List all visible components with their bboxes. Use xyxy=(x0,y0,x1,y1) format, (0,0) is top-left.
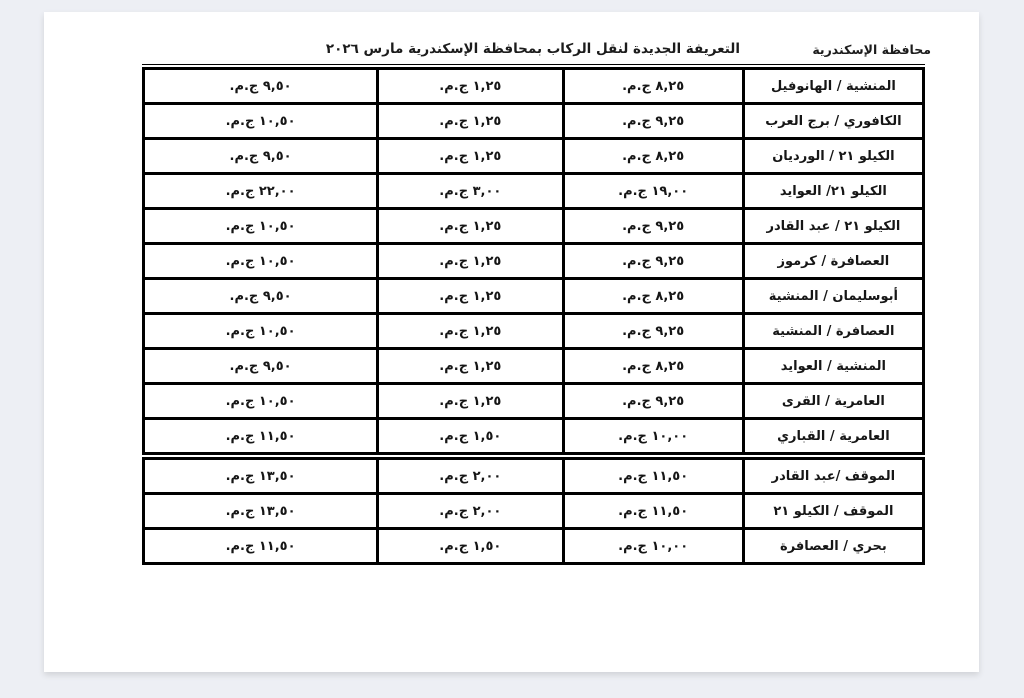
price1-cell: ٩,٢٥ ج.م. xyxy=(563,384,743,419)
route-cell: الكافوري / برج العرب xyxy=(743,104,923,139)
route-cell: المنشية / العوايد xyxy=(743,349,923,384)
price2-cell: ١,٢٥ ج.م. xyxy=(378,139,563,174)
price1-cell: ٩,٢٥ ج.م. xyxy=(563,104,743,139)
route-cell: أبوسليمان / المنشية xyxy=(743,279,923,314)
price1-cell: ٩,٢٥ ج.م. xyxy=(563,314,743,349)
price2-cell: ١,٢٥ ج.م. xyxy=(378,69,563,104)
price3-cell: ٩,٥٠ ج.م. xyxy=(144,139,378,174)
price3-cell: ١١,٥٠ ج.م. xyxy=(144,419,378,454)
price3-cell: ١٣,٥٠ ج.م. xyxy=(144,459,378,494)
price2-cell: ١,٢٥ ج.م. xyxy=(378,209,563,244)
price1-cell: ٨,٢٥ ج.م. xyxy=(563,139,743,174)
fare-table xyxy=(142,64,925,565)
table-row xyxy=(144,314,924,349)
price1-cell: ٨,٢٥ ج.م. xyxy=(563,69,743,104)
price3-cell: ١١,٥٠ ج.م. xyxy=(144,529,378,564)
table-row xyxy=(144,174,924,209)
table-top-rule xyxy=(142,64,925,65)
price2-cell: ١,٢٥ ج.م. xyxy=(378,244,563,279)
price3-cell: ٩,٥٠ ج.م. xyxy=(144,279,378,314)
page-title: التعريفة الجديدة لنقل الركاب بمحافظة الإسكندرية مارس ٢٠٢٦ xyxy=(325,41,740,57)
route-cell: المنشية / الهانوفيل xyxy=(743,69,923,104)
price2-cell: ٣,٠٠ ج.م. xyxy=(378,174,563,209)
table-row xyxy=(144,244,924,279)
table-row xyxy=(144,69,924,104)
price3-cell: ٢٢,٠٠ ج.م. xyxy=(144,174,378,209)
route-cell: الكيلو ٢١/ العوايد xyxy=(743,174,923,209)
table-row xyxy=(144,139,924,174)
route-cell: الموقف /عبد القادر xyxy=(743,459,923,494)
route-cell: العصافرة / كرموز xyxy=(743,244,923,279)
price1-cell: ٨,٢٥ ج.م. xyxy=(563,279,743,314)
price2-cell: ١,٢٥ ج.م. xyxy=(378,104,563,139)
table-row xyxy=(144,349,924,384)
table-row xyxy=(144,529,924,564)
route-cell: العامرية / القرى xyxy=(743,384,923,419)
table-row xyxy=(144,419,924,454)
price3-cell: ٩,٥٠ ج.م. xyxy=(144,69,378,104)
route-cell: العامرية / القباري xyxy=(743,419,923,454)
price2-cell: ١,٢٥ ج.م. xyxy=(378,279,563,314)
price3-cell: ١٠,٥٠ ج.م. xyxy=(144,209,378,244)
price3-cell: ١٠,٥٠ ج.م. xyxy=(144,244,378,279)
document-page xyxy=(44,12,979,672)
route-cell: الموقف / الكيلو ٢١ xyxy=(743,494,923,529)
price2-cell: ١,٢٥ ج.م. xyxy=(378,384,563,419)
route-cell: بحري / العصافرة xyxy=(743,529,923,564)
route-cell: الكيلو ٢١ / عبد القادر xyxy=(743,209,923,244)
price1-cell: ١٠,٠٠ ج.م. xyxy=(563,529,743,564)
table-row xyxy=(144,279,924,314)
price3-cell: ١٠,٥٠ ج.م. xyxy=(144,104,378,139)
price3-cell: ١٠,٥٠ ج.م. xyxy=(144,314,378,349)
table-row xyxy=(144,459,924,494)
price2-cell: ١,٥٠ ج.م. xyxy=(378,529,563,564)
price1-cell: ١٩,٠٠ ج.م. xyxy=(563,174,743,209)
governorate-title: محافظة الإسكندرية xyxy=(812,42,931,57)
price2-cell: ١,٥٠ ج.م. xyxy=(378,419,563,454)
price2-cell: ١,٢٥ ج.م. xyxy=(378,314,563,349)
route-cell: الكيلو ٢١ / الورديان xyxy=(743,139,923,174)
price2-cell: ٢,٠٠ ج.م. xyxy=(378,459,563,494)
price1-cell: ٩,٢٥ ج.م. xyxy=(563,209,743,244)
price3-cell: ٩,٥٠ ج.م. xyxy=(144,349,378,384)
price1-cell: ٩,٢٥ ج.م. xyxy=(563,244,743,279)
route-cell: العصافرة / المنشية xyxy=(743,314,923,349)
price3-cell: ١٠,٥٠ ج.م. xyxy=(144,384,378,419)
table-row xyxy=(144,209,924,244)
price1-cell: ١١,٥٠ ج.م. xyxy=(563,459,743,494)
table-row xyxy=(144,104,924,139)
price3-cell: ١٣,٥٠ ج.م. xyxy=(144,494,378,529)
price2-cell: ٢,٠٠ ج.م. xyxy=(378,494,563,529)
fare-table-lower-section xyxy=(142,457,925,565)
price1-cell: ١٠,٠٠ ج.م. xyxy=(563,419,743,454)
price1-cell: ٨,٢٥ ج.م. xyxy=(563,349,743,384)
table-row xyxy=(144,384,924,419)
price2-cell: ١,٢٥ ج.م. xyxy=(378,349,563,384)
fare-table-upper-section xyxy=(142,67,925,455)
price1-cell: ١١,٥٠ ج.م. xyxy=(563,494,743,529)
table-row xyxy=(144,494,924,529)
